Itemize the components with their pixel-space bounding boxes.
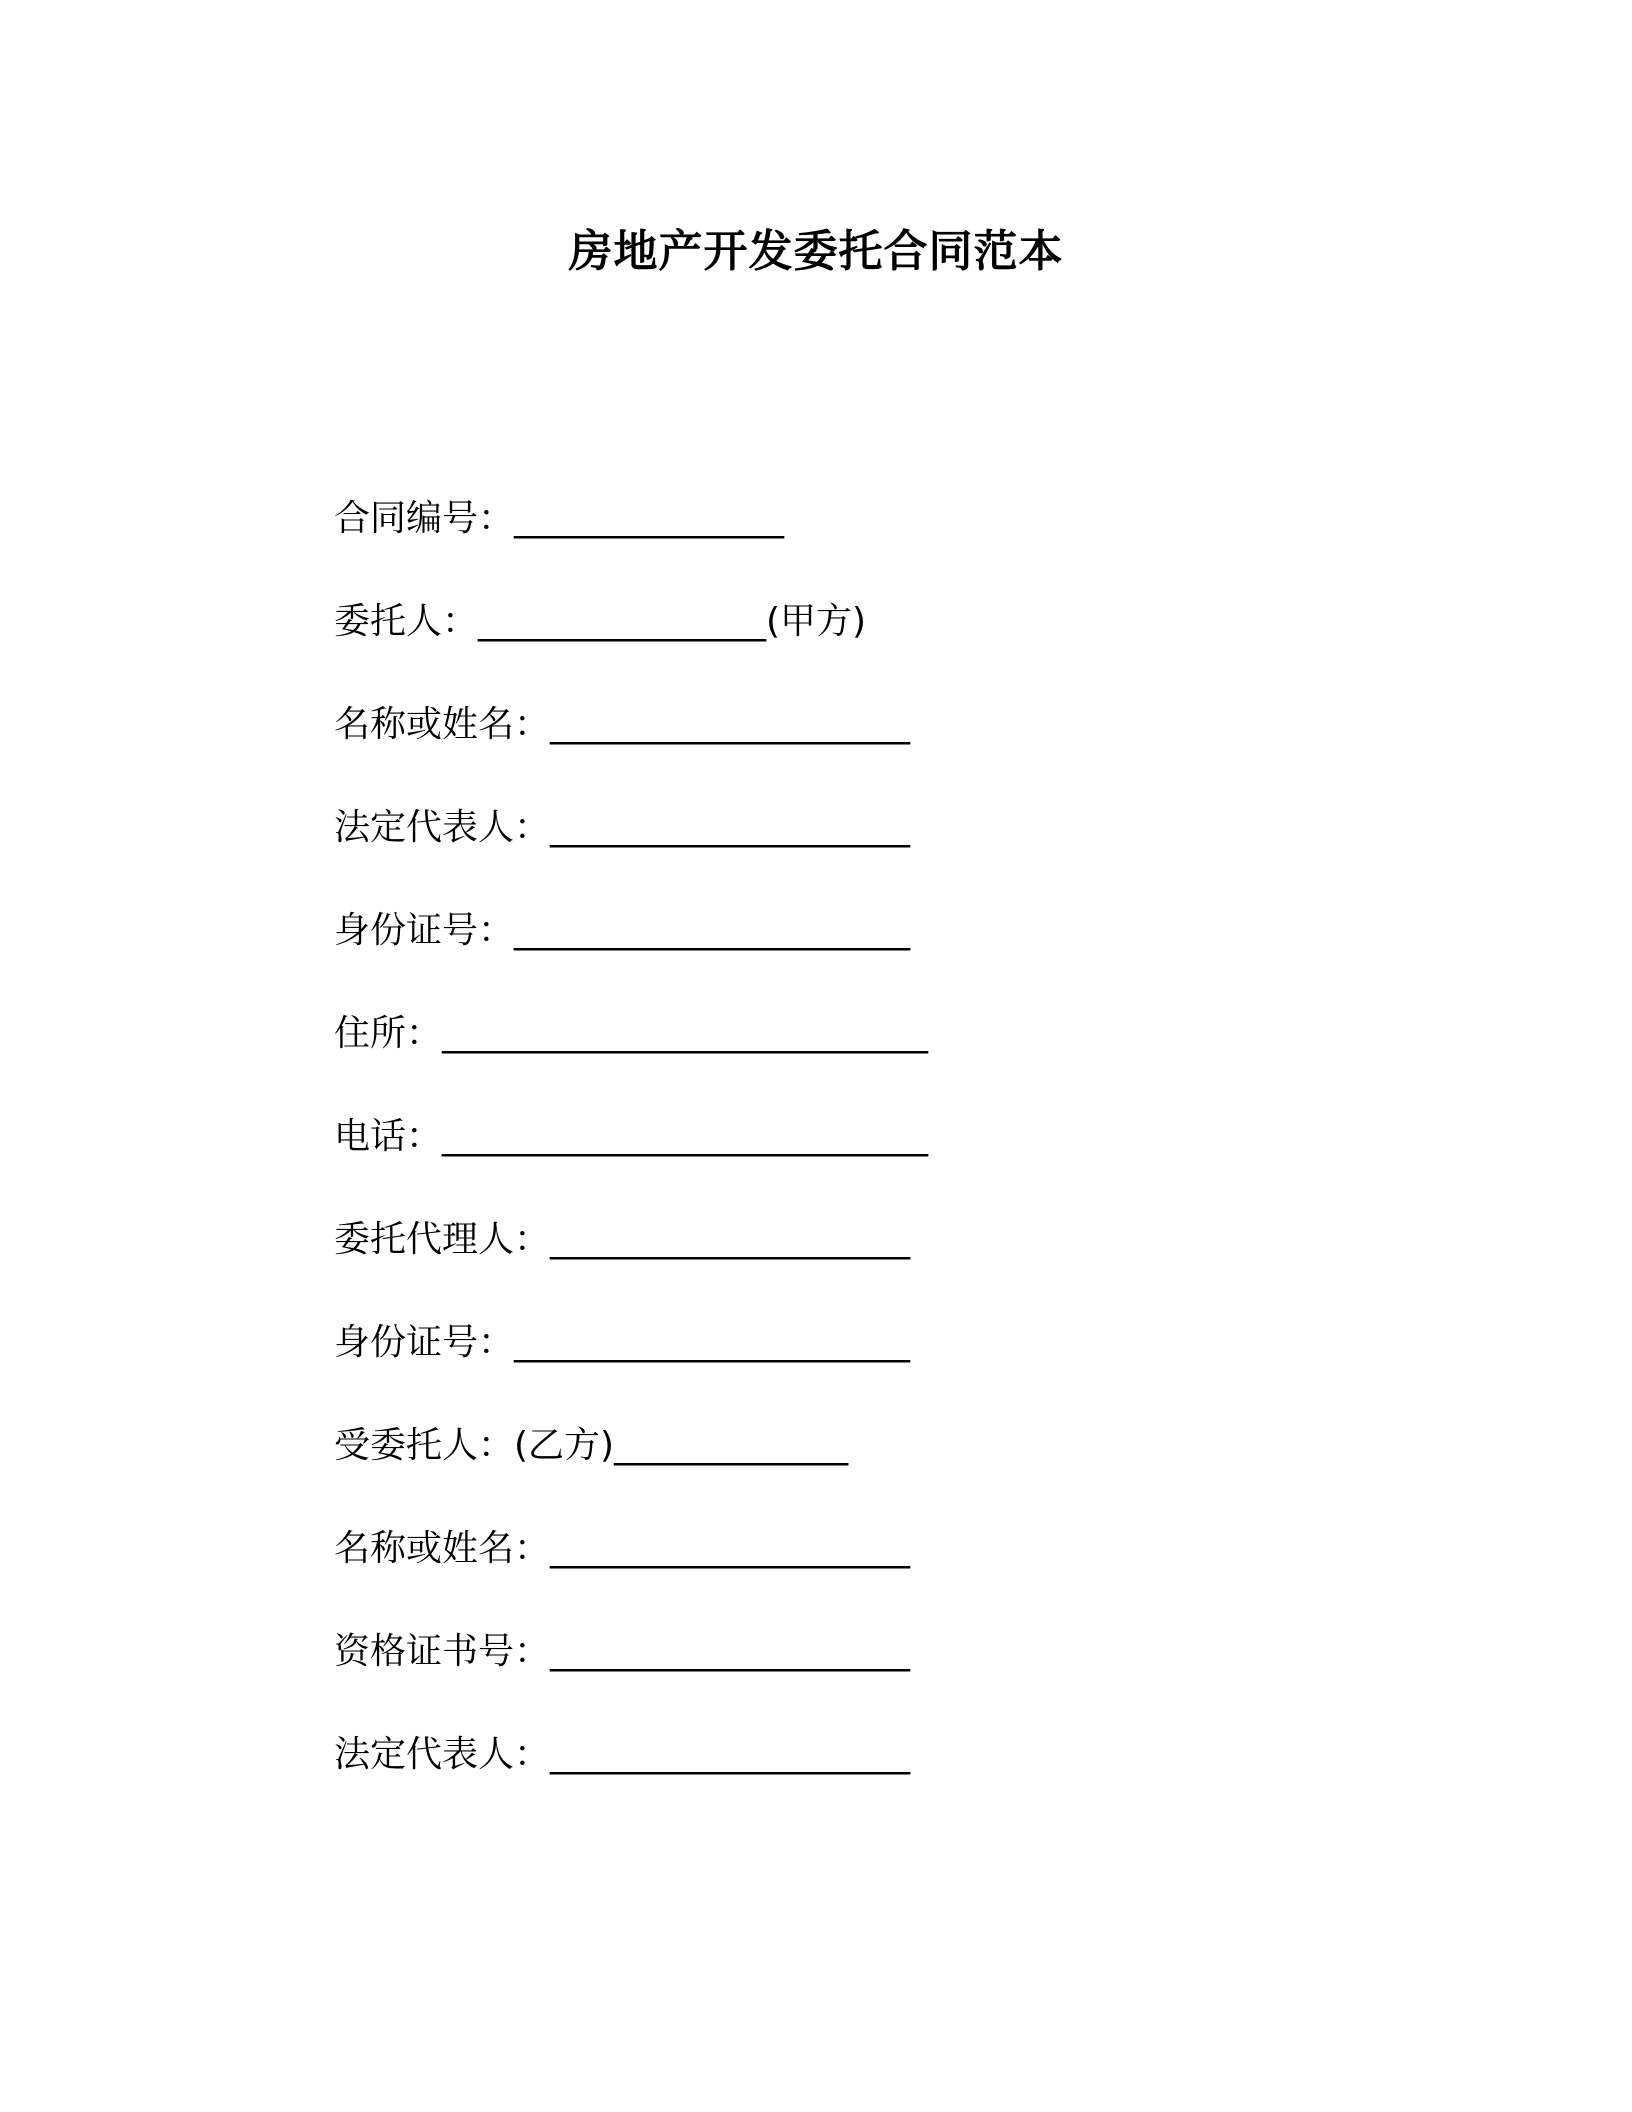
principal-address-field: 住所：___________________________ bbox=[334, 1013, 929, 1054]
principal-phone-field: 电话：___________________________ bbox=[334, 1116, 929, 1157]
authorized-agent-field: 委托代理人：____________________ bbox=[334, 1219, 911, 1260]
principal-legal-representative-field: 法定代表人：____________________ bbox=[334, 807, 911, 848]
trustee-field: 受委托人：(乙方)_____________ bbox=[334, 1425, 849, 1466]
contract-number-field: 合同编号：_______________ bbox=[334, 498, 785, 539]
principal-id-number-field: 身份证号：______________________ bbox=[334, 910, 911, 951]
qualification-certificate-field: 资格证书号：____________________ bbox=[334, 1631, 911, 1672]
trustee-name-field: 名称或姓名：____________________ bbox=[334, 1528, 911, 1569]
principal-name-field: 名称或姓名：____________________ bbox=[334, 704, 911, 745]
principal-field: 委托人：________________(甲方) bbox=[334, 601, 867, 642]
trustee-legal-representative-field: 法定代表人：____________________ bbox=[334, 1734, 911, 1775]
document-title: 房地产开发委托合同范本 bbox=[568, 226, 1064, 277]
agent-id-number-field: 身份证号：______________________ bbox=[334, 1322, 911, 1363]
